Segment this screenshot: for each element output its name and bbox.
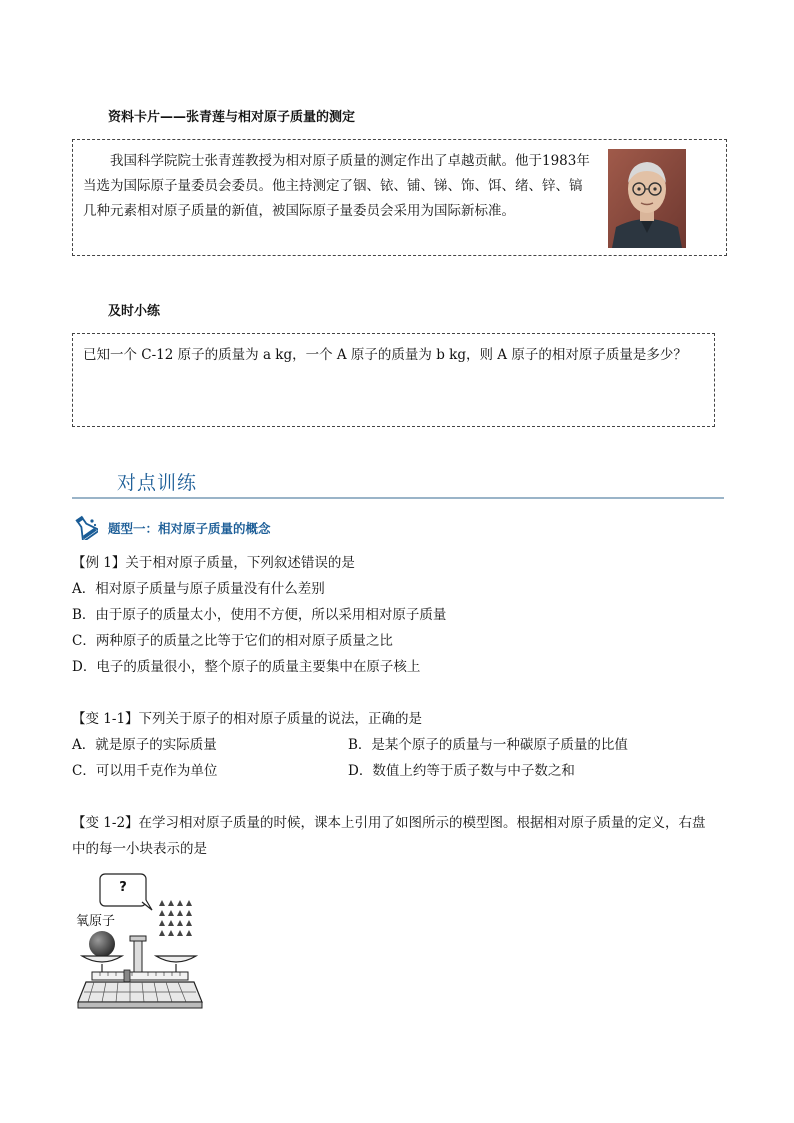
example1-option-a: A．相对原子质量与原子质量没有什么差别 (72, 581, 325, 597)
example1-option-d: D．电子的质量很小，整个原子的质量主要集中在原子核上 (72, 659, 421, 675)
bubble-text: ? (119, 880, 127, 895)
practice-box (72, 333, 715, 427)
section-rule (72, 497, 724, 499)
practice-title: 及时小练 (108, 304, 161, 319)
practice-question: 已知一个 C-12 原子的质量为 a kg，一个 A 原子的质量为 b kg，则 A 原子的相对原子质量是多少？ (83, 347, 687, 363)
card-title: 资料卡片——张青莲与相对原子质量的测定 (108, 110, 356, 125)
variant1-option-b: B．是某个原子的质量与一种碳原子质量的比值 (348, 737, 628, 753)
example1-option-b: B．由于原子的质量太小，使用不方便，所以采用相对原子质量 (72, 607, 447, 623)
balance-figure (76, 872, 206, 1012)
variant2-line1: 在学习相对原子质量的时候，课本上引用了如图所示的模型图。根据相对原子质量的定义，右盘 (138, 815, 706, 831)
type1-title: 题型一：相对原子质量的概念 (108, 521, 271, 536)
variant1-option-d: D．数值上约等于质子数与中子数之和 (348, 763, 575, 779)
variant1-option-a: A．就是原子的实际质量 (72, 737, 217, 753)
variant1-option-c: C．可以用千克作为单位 (72, 763, 218, 779)
example1-stem: 关于相对原子质量，下列叙述错误的是 (125, 555, 355, 571)
variant1-tag: 【变 1-1】 (72, 711, 139, 727)
example1-tag: 【例 1】 (72, 555, 126, 571)
flask-icon (72, 514, 98, 540)
oxygen-atom-label: 氧原子 (76, 914, 116, 929)
variant1-stem: 下列关于原子的相对原子质量的说法，正确的是 (138, 711, 423, 727)
variant2-line2: 中的每一小块表示的是 (72, 841, 207, 857)
example1-option-c: C．两种原子的质量之比等于它们的相对原子质量之比 (72, 633, 393, 649)
section-title: 对点训练 (117, 472, 198, 494)
variant2-tag: 【变 1-2】 (72, 815, 139, 831)
card-text: 我国科学院院士张青莲教授为相对原子质量的测定作出了卓越贡献。他于1983年当选为国际原子量委员会委员。他主持测定了铟、铱、铺、锑、饰、饵、绪、锌、镐几种元素相对原子质量的新值，被国际原子量委员会采用为国际新标准。 (83, 153, 590, 219)
info-card (72, 139, 727, 256)
portrait-image (608, 149, 686, 248)
